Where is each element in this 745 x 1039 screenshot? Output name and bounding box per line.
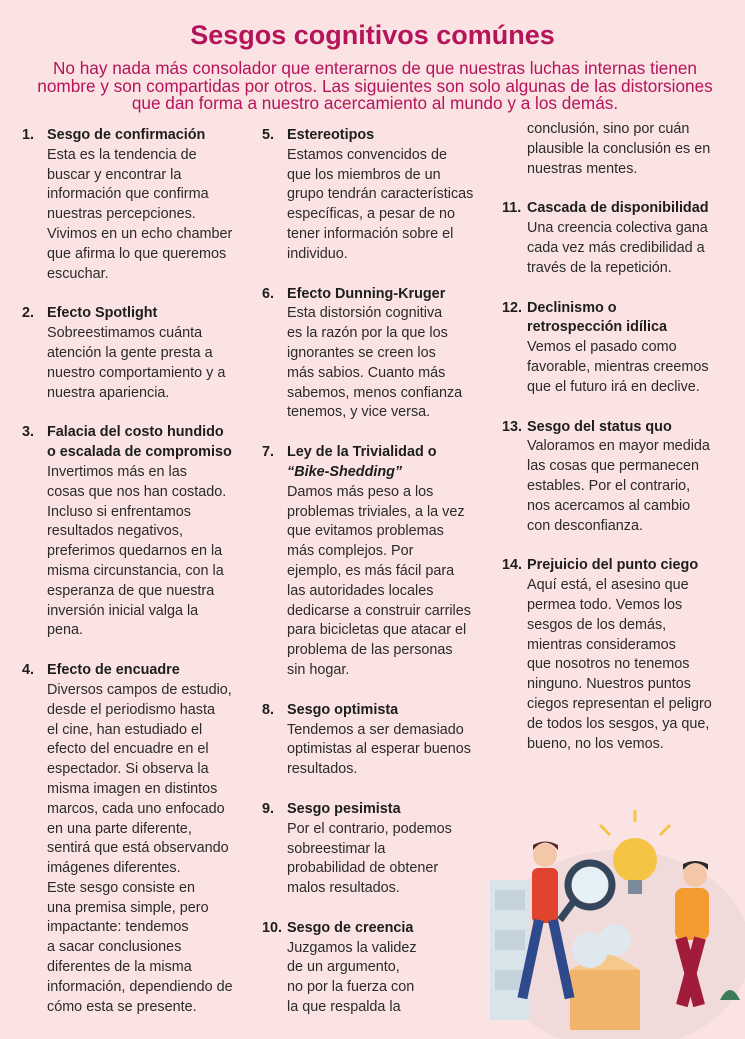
item-body-line: con desconfianza. (527, 517, 644, 534)
item-body (287, 820, 498, 899)
column-2 (262, 126, 498, 1018)
item-number: 13. (502, 418, 523, 435)
item-title-line: Cascada de disponibilidad (527, 200, 709, 217)
item-body-line: más complejos. Por (287, 543, 414, 560)
item-body-line: Sobreestimamos cuánta (47, 325, 203, 342)
item-body-line: pena. (47, 622, 84, 639)
item-body-line: desde el periodismo hasta (47, 701, 215, 718)
item-title (287, 285, 498, 305)
item-body (287, 939, 498, 1018)
item-body-line: Una creencia colectiva gana (527, 220, 708, 237)
item-title (527, 299, 738, 339)
item-title-line: Estereotipos (287, 127, 375, 143)
bias-item (22, 126, 258, 284)
item-title (287, 701, 498, 721)
item-body (527, 219, 738, 278)
item-body-line: espectador. Si observa la (47, 761, 209, 778)
item-body-line: Invertimos más en las (47, 463, 187, 480)
bias-item (262, 126, 498, 265)
item-number: 4. (22, 662, 35, 679)
item-body-line: en una parte diferente, (47, 820, 192, 837)
item-title-line: Sesgo optimista (287, 701, 399, 718)
item-body-line: ninguno. Nuestros puntos (527, 676, 692, 693)
item-body-line: través de la repetición. (527, 259, 672, 276)
item-body-line: la que respalda la (287, 999, 401, 1016)
item-body-line: el cine, han estudiado el (47, 721, 203, 738)
item-number: 6. (262, 285, 275, 302)
item-body-line: que los miembros de un (287, 166, 441, 183)
item-body-line: inversión inicial valga la (47, 602, 199, 619)
column-3 (502, 121, 738, 754)
item-number: 1. (22, 127, 35, 143)
item-body-line: ejemplo, es más fácil para (287, 562, 455, 579)
item-body-line: bueno, no los vemos. (527, 735, 664, 752)
item-title-line: Ley de la Trivialidad o (287, 444, 437, 461)
item-body-line: permea todo. Vemos los (527, 596, 683, 613)
bias-item (502, 556, 738, 754)
item-body-line: tener información sobre el (287, 225, 454, 242)
item-title (287, 800, 498, 820)
item-body-line: tenemos, y vice versa. (287, 404, 431, 421)
item-number: 7. (262, 444, 275, 461)
item-title-line: Efecto Spotlight (47, 305, 158, 322)
item-body-line: conclusión, sino por cuán (527, 121, 690, 137)
item-body-line: Estamos convencidos de (287, 146, 447, 163)
item-body-line: marcos, cada uno enfocado (47, 800, 225, 817)
item-title (47, 304, 258, 324)
item-body-line: Vivimos en un echo chamber (47, 225, 233, 242)
item-title (47, 661, 258, 681)
item-body-line: que afirma lo que queremos (47, 245, 227, 262)
item-body-line: cómo esta se presente. (47, 998, 197, 1015)
item-body-line: sentirá que está observando (47, 840, 229, 857)
item-body-line: misma imagen en distintos (47, 780, 218, 797)
item-body (287, 721, 498, 780)
item-body-line: favorable, mientras creemos (527, 358, 709, 375)
item-body-line: información que confirma (47, 186, 209, 203)
item-body-line: Vemos el pasado como (527, 339, 677, 356)
item-body-line: atención la gente presta a (47, 344, 213, 361)
item-number: 12. (502, 299, 523, 316)
item-title-line: “Bike-Shedding” (287, 463, 403, 480)
item-body-line: más sabios. Cuanto más (287, 364, 446, 381)
bias-item (262, 800, 498, 899)
bias-item (502, 299, 738, 398)
item-body-line: plausible la conclusión es en (527, 140, 711, 157)
item-body-line: misma circunstancia, con la (47, 562, 224, 579)
item-title-line: Sesgo del status quo (527, 418, 672, 435)
item-body-line: sabemos, menos confianza (287, 384, 463, 401)
item-body (287, 146, 498, 265)
item-body-line: efecto del encuadre en el (47, 741, 209, 758)
item-body-line: ciegos representan el peligro (527, 695, 712, 712)
item-body-line: que nosotros no tenemos (527, 656, 690, 673)
item-body-line: sobreestimar la (287, 840, 386, 857)
item-body-line: Por el contrario, podemos (287, 820, 452, 837)
item-title-line: Falacia del costo hundido (47, 424, 224, 441)
bias-item (22, 304, 258, 403)
item-body-line: que evitamos problemas (287, 523, 444, 540)
bias-item (262, 701, 498, 780)
item-number: 10. (262, 919, 283, 936)
item-body-line: las autoridades locales (287, 582, 434, 599)
two-people-magnifier-lightbulb-illustration (470, 800, 745, 1039)
item-body-line: Damos más peso a los (287, 483, 434, 500)
intro-paragraph: No hay nada más consolador que enterarnos de que nuestras luchas internas tienen nombre y son compartidas por otros. Las siguientes son solo algunas de las distorsiones que dan forma a nuestro acercamiento al mundo y a los demás. (37, 58, 713, 113)
item-body-line: Tendemos a ser demasiado (287, 721, 464, 738)
item-body (527, 338, 738, 397)
item-body (47, 146, 258, 285)
item-body-line: preferimos quedarnos en la (47, 543, 223, 560)
item-body (47, 681, 258, 1018)
item-body-line: nos acercamos al cambio (527, 497, 691, 514)
item-body-line: nuestra apariencia. (47, 384, 170, 401)
item-body-line: específicas, a pesar de no (287, 206, 455, 223)
item-number: 8. (262, 701, 275, 718)
item-title (47, 126, 258, 146)
item-title-line: o escalada de compromiso (47, 444, 232, 461)
item-title (287, 126, 498, 146)
item-title (527, 556, 738, 576)
item-body-line: Juzgamos la validez (287, 939, 417, 956)
item-body-line: a sacar conclusiones (47, 939, 182, 956)
bias-item (262, 285, 498, 424)
item-body-line: cada vez más credibilidad a (527, 239, 705, 256)
item-body-line: imágenes diferentes. (47, 860, 181, 877)
item-title-line: retrospección idílica (527, 319, 667, 336)
item-body-line: problema de las personas (287, 642, 453, 659)
item-body (47, 324, 258, 403)
item-body-line: estables. Por el contrario, (527, 477, 691, 494)
bias-item (502, 418, 738, 537)
item-number: 3. (22, 424, 35, 441)
item-body-line: sin hogar. (287, 661, 350, 678)
item-body-line: que el futuro irá en declive. (527, 378, 700, 395)
item-title (527, 199, 738, 219)
item-body-line: problemas triviales, a la vez (287, 503, 465, 520)
item-body-line: Incluso si enfrentamos (47, 503, 191, 520)
item-body-line: una premisa simple, pero (47, 899, 209, 916)
item-body-line: cosas que nos han costado. (47, 483, 227, 500)
item-title-line: Sesgo pesimista (287, 800, 401, 817)
column-1 (22, 126, 258, 1017)
item-body-line: sesgos de los demás, (527, 616, 667, 633)
item-title (47, 423, 258, 463)
item-body-line: para bicicletas que atacar el (287, 622, 467, 639)
item-number: 2. (22, 305, 35, 322)
item-title-line: Efecto de encuadre (47, 662, 180, 679)
item-body-line: malos resultados. (287, 880, 400, 897)
item-body-line: nuestras percepciones. (47, 206, 196, 223)
item-body-line: mientras consideramos (527, 636, 676, 653)
item-body (287, 304, 498, 423)
item-body-line: probabilidad de obtener (287, 860, 439, 877)
item-body (287, 483, 498, 681)
bias-item (262, 919, 498, 1018)
item-body-line: Aquí está, el asesino que (527, 577, 689, 594)
item-body-line: esperanza de que nuestra (47, 582, 215, 599)
item-number: 9. (262, 800, 275, 817)
item-body-line: Esta distorsión cognitiva (287, 305, 443, 322)
item-body-line: de un argumento, (287, 959, 400, 976)
item-body-line: resultados. (287, 761, 358, 778)
item-body-line: información, dependiendo de (47, 978, 233, 995)
item-body-line: es la razón por la que los (287, 325, 448, 342)
item-body-line: Este sesgo consiste en (47, 879, 195, 896)
item-body-line: individuo. (287, 245, 348, 262)
item-title (527, 418, 738, 438)
item-title (287, 443, 498, 483)
item-body-line: las cosas que permanecen (527, 458, 699, 475)
item-body-line: grupo tendrán características (287, 186, 474, 203)
item-body-line: diferentes de la misma (47, 959, 192, 976)
page-title: Sesgos cognitivos comúnes (190, 20, 555, 50)
item-body-line: nuestro comportamiento y a (47, 364, 226, 381)
item-body (527, 576, 738, 754)
item-body-line: resultados negativos, (47, 523, 183, 540)
bias-item (262, 443, 498, 681)
item-body-line: escuchar. (47, 265, 109, 282)
item-body-line: Valoramos en mayor medida (527, 438, 710, 455)
bias-item (502, 199, 738, 278)
item-title-line: Declinismo o (527, 299, 617, 316)
bias-item (22, 661, 258, 1017)
item-continuation (502, 120, 738, 179)
item-title (287, 919, 498, 939)
item-body-line: optimistas al esperar buenos (287, 741, 471, 758)
item-title-line: Prejuicio del punto ciego (527, 557, 699, 574)
item-body (47, 463, 258, 641)
item-title-line: Sesgo de confirmación (47, 127, 206, 143)
item-body (527, 437, 738, 536)
item-body-line: ignorantes se creen los (287, 344, 436, 361)
item-body-line: buscar y encontrar la (47, 166, 182, 183)
item-number: 11. (502, 200, 522, 217)
item-number: 14. (502, 557, 523, 574)
item-body-line: nuestras mentes. (527, 160, 638, 177)
item-title-line: Efecto Dunning-Kruger (287, 285, 446, 302)
item-title-line: Sesgo de creencia (287, 919, 414, 936)
item-body-line: Esta es la tendencia de (47, 146, 197, 163)
item-body-line: impactante: tendemos (47, 919, 189, 936)
bias-item (22, 423, 258, 641)
item-number: 5. (262, 127, 275, 143)
item-body-line: de todos los sesgos, ya que, (527, 715, 710, 732)
item-body-line: dedicarse a construir carriles (287, 602, 471, 619)
item-body-line: Diversos campos de estudio, (47, 681, 232, 698)
item-body-line: no por la fuerza con (287, 979, 415, 996)
